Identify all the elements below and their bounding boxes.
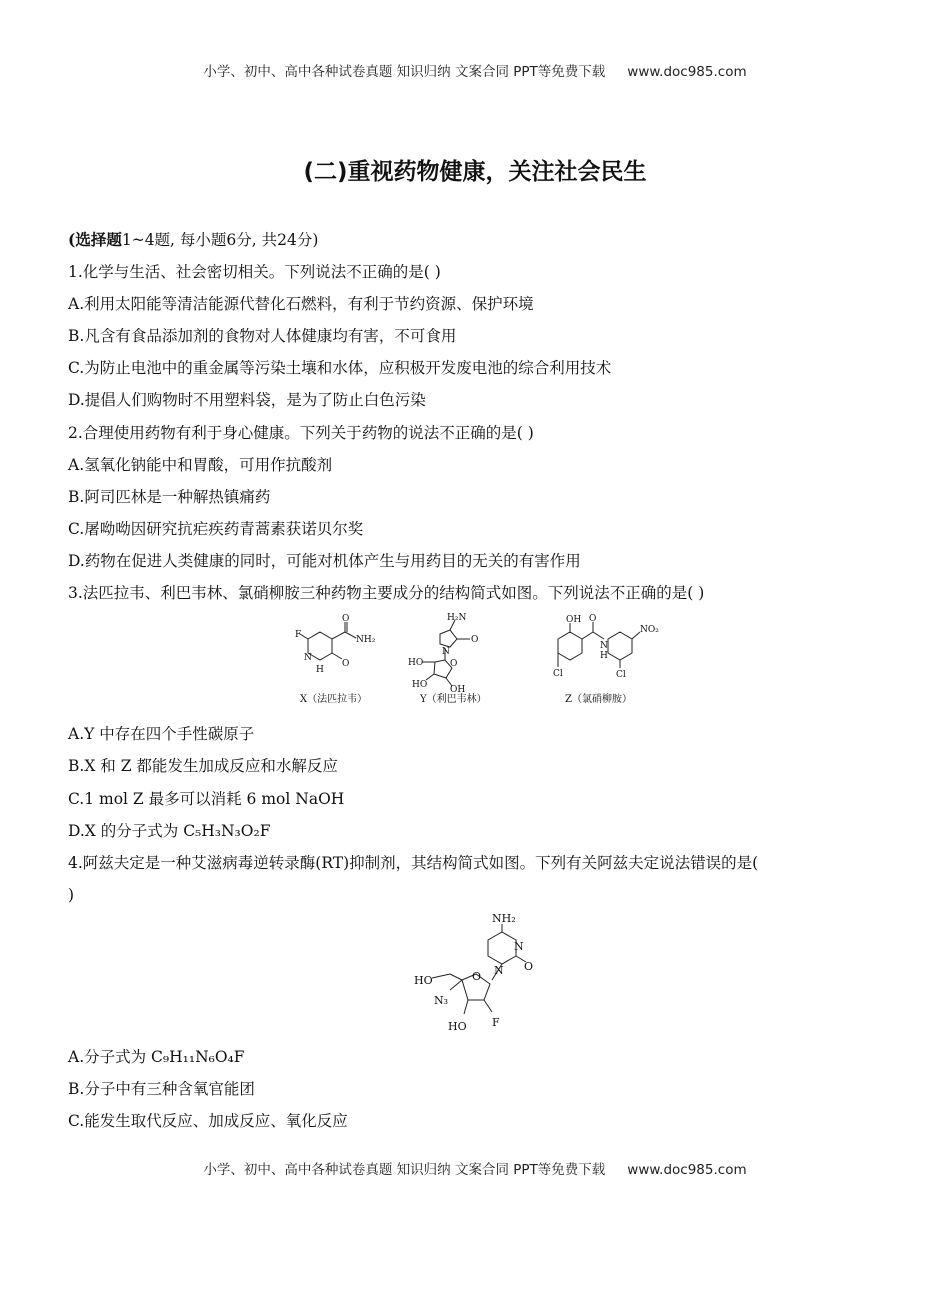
q3-option-d: D.X 的分子式为 C₅H₃N₃O₂F	[68, 822, 271, 840]
q4-n3: N₃	[434, 994, 449, 1007]
x-o2: O	[342, 659, 350, 669]
y-h2n: H₂N	[447, 613, 467, 623]
q2-option-d: D.药物在促进人类健康的同时，可能对机体产生与用药目的无关的有害作用	[68, 552, 581, 570]
y-caption: Y（利巴韦林）	[420, 694, 487, 705]
z-ring2	[608, 632, 632, 660]
q1-option-a: A.利用太阳能等清洁能源代替化石燃料，有利于节约资源、保护环境	[68, 295, 534, 313]
z-o: O	[589, 614, 597, 624]
x-h: H	[316, 665, 324, 675]
q4-bond-ch2	[450, 974, 462, 980]
q4-nh2: NH₂	[492, 912, 516, 925]
q3-stem: 3.法匹拉韦、利巴韦林、氯硝柳胺三种药物主要成分的结构简式如图。下列说法不正确的是( )	[68, 584, 705, 602]
q1-stem: 1.化学与生活、社会密切相关。下列说法不正确的是( )	[68, 263, 441, 281]
instruction	[68, 229, 888, 251]
z-no2: NO₂	[640, 625, 659, 635]
q4-ho2: HO	[448, 1020, 467, 1033]
x-bond-nh2	[345, 632, 356, 638]
q4-option-a: A.分子式为 C₉H₁₁N₆O₄F	[68, 1048, 245, 1066]
q4-bond-ho	[432, 974, 450, 978]
footer-text: 小学、初中、高中各种试卷真题 知识归纳 文案合同 PPT等免费下载	[203, 1162, 606, 1178]
q4-option-b: B.分子中有三种含氧官能团	[68, 1080, 255, 1098]
q4-f: F	[492, 1016, 500, 1029]
q4-pyrimidine	[488, 932, 516, 964]
page-footer	[0, 1158, 950, 1178]
q2-option-a: A.氢氧化钠能中和胃酸，可用作抗酸剂	[68, 456, 333, 474]
q2-option-b: B.阿司匹林是一种解热镇痛药	[68, 488, 271, 506]
z-ring1	[558, 632, 582, 660]
y-o: O	[471, 635, 479, 645]
z-oh: OH	[566, 615, 582, 625]
y-oh: OH	[450, 685, 466, 695]
instruction-rest: 1~4题, 每小题6分, 共24分)	[121, 231, 319, 249]
x-o1: O	[342, 614, 350, 624]
q4-n2: N	[494, 964, 504, 977]
x-caption: X（法匹拉韦）	[300, 694, 368, 705]
x-f: F	[295, 630, 302, 640]
q4-bond-f	[484, 1000, 492, 1012]
x-bond-o	[332, 653, 342, 659]
z-n: N	[600, 641, 608, 651]
z-bond-co	[582, 632, 593, 639]
q4-figure	[410, 908, 555, 1038]
q3-structures-svg	[290, 612, 670, 707]
q3-option-c: C.1 mol Z 最多可以消耗 6 mol NaOH	[68, 790, 345, 808]
q4-structure-svg	[410, 908, 555, 1038]
header-text: 小学、初中、高中各种试卷真题 知识归纳 文案合同 PPT等免费下载	[203, 64, 606, 80]
q3-option-b: B.X 和 Z 都能发生加成反应和水解反应	[68, 757, 338, 775]
q1-option-c: C.为防止电池中的重金属等污染土壤和水体，应积极开发废电池的综合利用技术	[68, 359, 612, 377]
q4-bond-ho2	[464, 1000, 468, 1014]
q4-option-c: C.能发生取代反应、加成反应、氧化反应	[68, 1112, 348, 1130]
z-bond-nh	[593, 632, 604, 639]
q2-stem: 2.合理使用药物有利于身心健康。下列关于药物的说法不正确的是( )	[68, 424, 534, 442]
y-ho2: HO	[412, 680, 428, 690]
q1-option-d: D.提倡人们购物时不用塑料袋，是为了防止白色污染	[68, 391, 426, 409]
z-bond-no2	[632, 632, 640, 639]
q4-stem-line1: 4.阿兹夫定是一种艾滋病毒逆转录酶(RT)抑制剂，其结构简式如图。下列有关阿兹夫定说法错误的是(	[68, 854, 759, 872]
page-title: (二)重视药物健康，关注社会民生	[303, 159, 647, 185]
q1-option-b: B.凡含有食品添加剂的食物对人体健康均有害，不可食用	[68, 327, 457, 345]
q4-stem-line2: )	[68, 886, 75, 904]
z-cl2: Cl	[616, 670, 626, 680]
z-cl1: Cl	[553, 669, 563, 679]
q4-o1: O	[524, 960, 534, 973]
x-n: N	[304, 653, 312, 663]
q3-figure	[290, 612, 670, 707]
instruction-bold: (选择题	[68, 230, 122, 249]
q4-ring-o: O	[472, 970, 482, 983]
x-nh2: NH₂	[356, 635, 376, 645]
z-caption: Z（氯硝柳胺）	[565, 694, 632, 705]
q2-option-c: C.屠呦呦因研究抗疟疾药青蒿素获诺贝尔奖	[68, 520, 364, 538]
y-ho: HO	[408, 658, 424, 668]
q4-bond-n3	[450, 980, 462, 990]
y-triazole	[440, 630, 457, 647]
footer-site[interactable]: www.doc985.com	[627, 1162, 747, 1178]
page-header	[0, 60, 950, 80]
q4-n1: N	[514, 940, 524, 953]
y-ring-o: O	[450, 659, 458, 669]
q4-ho: HO	[414, 974, 433, 987]
y-n: N	[442, 647, 450, 657]
z-h: H	[600, 651, 608, 661]
q3-option-a: A.Y 中存在四个手性碳原子	[68, 725, 255, 743]
header-site[interactable]: www.doc985.com	[627, 64, 747, 80]
x-bond-amide	[332, 632, 345, 639]
